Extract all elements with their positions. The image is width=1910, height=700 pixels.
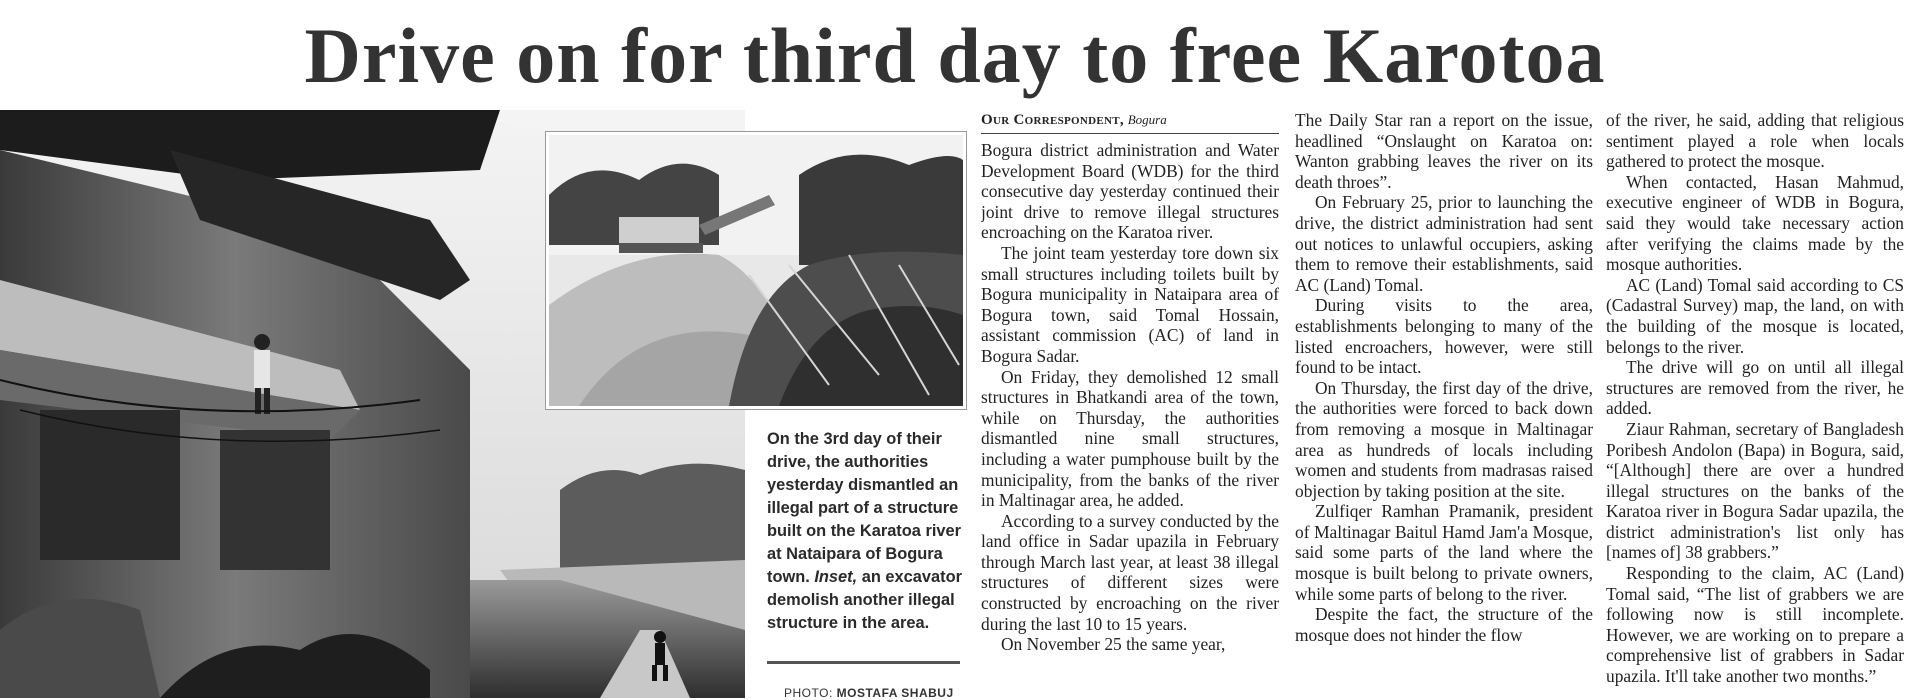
caption-text: On the 3rd day of their drive, the authorities yesterday dismantled an illegal part of a structure built on the Karatoa river at Nataipara of Bogura town. [767,430,961,586]
paragraph: The drive will go on until all illegal structures are removed from the river, he added. [1606,357,1904,419]
paragraph: Zulfiqer Ramhan Pramanik, president of Maltinagar Baitul Hamd Jam'a Mosque, said some parts of the land where the mosque is built belong to private owners, while some parts of belong to the river. [1295,501,1593,604]
paragraph: The Daily Star ran a report on the issue, headlined “Onslaught on Karatoa on: Wanton grabbing leaves the river on its death throes”. [1295,110,1593,192]
article-column-3 [1606,110,1904,698]
paragraph: According to a survey conducted by the land office in Sadar upazila in February through March last year, at least 38 illegal structures of different sizes were constructed by encroaching on the river during the last 10 to 15 years. [981,510,1279,634]
paragraph: Ziaur Rahman, secretary of Bangladesh Poribesh Andolon (Bapa) in Bogura, said, “[Although] there are over a hundred illegal structures on the banks of the Karatoa river in Bogura Sadar upazila, the district administration's list only has [names of] 38 grabbers.” [1606,418,1904,563]
byline-place: Bogura [1127,112,1167,127]
paragraph: Responding to the claim, AC (Land) Tomal said, “The list of grabbers we are following now is still incomplete. However, we are working on to prepare a comprehensive list of grabbers in Sadar upazila. It'll take another two months.” [1606,563,1904,687]
article-column-1 [981,110,1279,698]
paragraph: of the river, he said, adding that religious sentiment played a role when locals gathered to protect the mosque. [1606,110,1904,172]
paragraph: On Thursday, the first day of the drive, the authorities were forced to back down from removing a mosque in Maltinagar area as hundreds of locals including women and students from madrasas raised objection by taking position at the site. [1295,377,1593,501]
paragraph: Despite the fact, the structure of the mosque does not hinder the flow [1295,604,1593,645]
photo-credit-label: PHOTO: [784,686,833,700]
photographer-name: MOSTAFA SHABUJ [836,686,954,700]
paragraph: On February 25, prior to launching the drive, the district administration had sent out notices to unlawful occupiers, asking them to remove their establishments, said AC (Land) Tomal. [1295,192,1593,295]
article-column-2 [1295,110,1593,698]
inset-photo [546,132,966,409]
caption-text-2: an excavator demolish another illegal structure in the area. [767,568,962,632]
headline: Drive on for third day to free Karotoa [304,12,1606,99]
byline-correspondent: Our Correspondent, [981,112,1124,128]
paragraph: During visits to the area, establishments belonging to many of the listed encroachers, however, were still found to be intact. [1295,295,1593,378]
paragraph: On November 25 the same year, [1001,634,1226,655]
photo-caption [767,428,962,635]
photo-caption-block [760,418,960,698]
paragraph: The joint team yesterday tore down six small structures including toilets built by Bogura municipality in Nataipara area of Bogura town, said Tomal Hossain, assistant commission (AC) of land in Bogura Sadar. [981,242,1279,366]
credit-divider [767,661,960,664]
paragraph: AC (Land) Tomal said according to CS (Cadastral Survey) map, the land, on with the building of the mosque is located, belongs to the river. [1606,274,1904,357]
caption-inset-label: Inset, [814,568,858,586]
paragraph: On Friday, they demolished 12 small structures in Bhatkandi area of the town, while on Thursday, the authorities dismantled nine small structures, including a water pumphouse built by the municipality, from the banks of the river in Maltinagar area, he added. [981,366,1279,511]
paragraph: Bogura district administration and Water Development Board (WDB) for the third consecutive day yesterday continued their joint drive to remove illegal structures encroaching on the Karatoa river. [981,140,1279,243]
paragraph: When contacted, Hasan Mahmud, executive engineer of WDB in Bogura, said they would take necessary action after verifying the claims made by the mosque authorities. [1606,171,1904,275]
byline [981,110,1279,134]
